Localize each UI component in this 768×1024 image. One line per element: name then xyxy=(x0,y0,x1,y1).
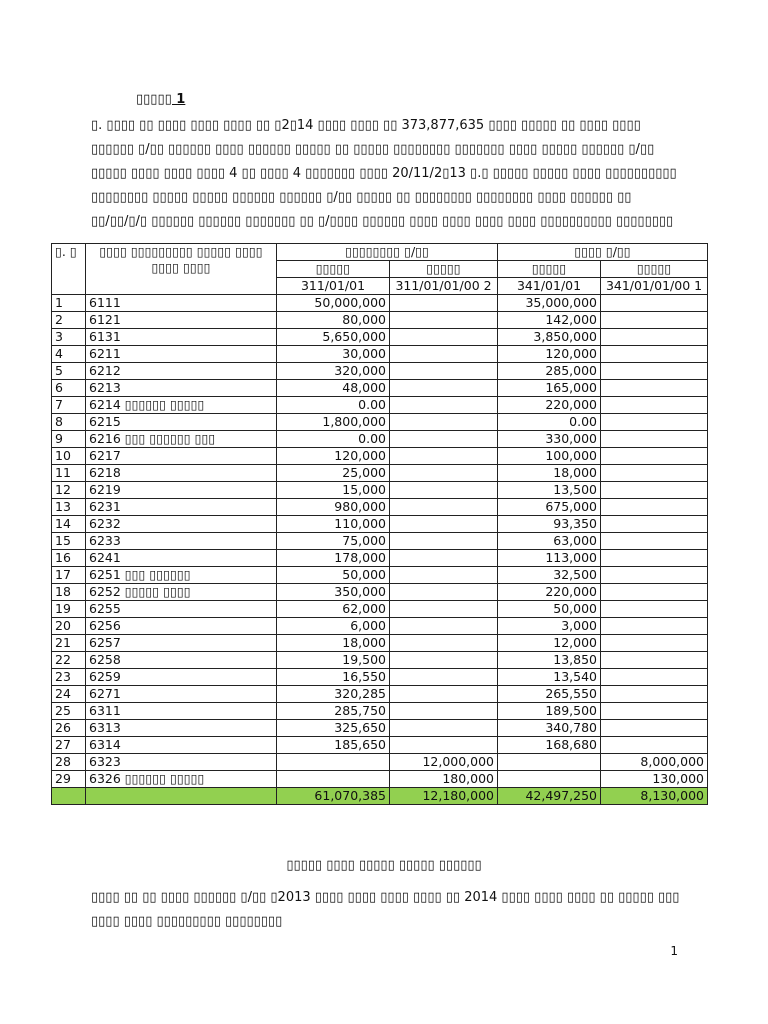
account-cell: 6252 ▯▯▯▯▯ ▯▯▯▯ xyxy=(86,584,277,601)
amount-cell: 285,000 xyxy=(498,363,601,380)
amount-cell: 340,780 xyxy=(498,720,601,737)
amount-cell xyxy=(601,312,708,329)
amount-cell: 185,650 xyxy=(277,737,390,754)
amount-cell xyxy=(601,380,708,397)
amount-cell: 285,750 xyxy=(277,703,390,720)
table-row xyxy=(52,635,708,652)
account-cell: 6255 xyxy=(86,601,277,618)
serial-cell: 24 xyxy=(52,686,86,703)
account-cell: 6232 xyxy=(86,516,277,533)
amount-cell xyxy=(601,652,708,669)
amount-cell xyxy=(390,380,498,397)
serial-cell: 19 xyxy=(52,601,86,618)
serial-cell: 17 xyxy=(52,567,86,584)
serial-cell: 7 xyxy=(52,397,86,414)
amount-cell: 50,000 xyxy=(498,601,601,618)
amount-cell xyxy=(601,533,708,550)
amount-cell xyxy=(601,567,708,584)
serial-cell: 20 xyxy=(52,618,86,635)
header-serial: ▯. ▯ xyxy=(52,244,86,295)
table-row xyxy=(52,737,708,754)
amount-cell xyxy=(601,584,708,601)
table-row xyxy=(52,771,708,788)
amount-cell: 32,500 xyxy=(498,567,601,584)
table-row xyxy=(52,465,708,482)
table-row xyxy=(52,346,708,363)
section-subtitle: ▯▯▯▯▯ ▯▯▯▯ ▯▯▯▯▯ ▯▯▯▯▯ ▯▯▯▯▯▯ xyxy=(286,858,482,873)
code-cell: 341/01/01/00 1 xyxy=(601,278,708,295)
amount-cell: 30,000 xyxy=(277,346,390,363)
amount-cell xyxy=(601,516,708,533)
amount-cell: 220,000 xyxy=(498,397,601,414)
amount-cell: 320,285 xyxy=(277,686,390,703)
table-row xyxy=(52,414,708,431)
serial-cell: 18 xyxy=(52,584,86,601)
amount-cell xyxy=(390,448,498,465)
amount-cell: 5,650,000 xyxy=(277,329,390,346)
account-cell: 6326 ▯▯▯▯▯▯ ▯▯▯▯▯ xyxy=(86,771,277,788)
serial-cell: 9 xyxy=(52,431,86,448)
amount-cell: 0.00 xyxy=(498,414,601,431)
amount-cell: 48,000 xyxy=(277,380,390,397)
amount-cell xyxy=(498,771,601,788)
paragraph-line: ▯▯▯▯ ▯▯ ▯▯ ▯▯▯▯ ▯▯▯▯▯▯ ▯/▯▯ ▯2013 ▯▯▯▯ ▯▯▯▯ ▯▯▯▯ ▯▯▯▯ ▯▯ 2014 ▯▯▯▯ ▯▯▯▯ ▯▯▯▯ ▯▯ ▯▯▯▯▯ ▯▯▯ xyxy=(91,890,680,905)
code-cell: 341/01/01 xyxy=(498,278,601,295)
serial-cell: 26 xyxy=(52,720,86,737)
account-cell: 6271 xyxy=(86,686,277,703)
subheader-cell: ▯▯▯▯▯ xyxy=(601,261,708,278)
amount-cell xyxy=(390,584,498,601)
amount-cell: 19,500 xyxy=(277,652,390,669)
ledger-table xyxy=(51,243,708,805)
serial-cell: 25 xyxy=(52,703,86,720)
amount-cell xyxy=(390,635,498,652)
amount-cell: 180,000 xyxy=(390,771,498,788)
amount-cell xyxy=(601,465,708,482)
account-cell: 6241 xyxy=(86,550,277,567)
serial-cell: 21 xyxy=(52,635,86,652)
serial-cell: 27 xyxy=(52,737,86,754)
amount-cell xyxy=(601,703,708,720)
subheader-cell: ▯▯▯▯▯ xyxy=(498,261,601,278)
amount-cell: 80,000 xyxy=(277,312,390,329)
account-cell: 6231 xyxy=(86,499,277,516)
serial-cell: 14 xyxy=(52,516,86,533)
code-cell: 311/01/01/00 2 xyxy=(390,278,498,295)
amount-cell xyxy=(277,771,390,788)
account-cell: 6121 xyxy=(86,312,277,329)
table-row xyxy=(52,533,708,550)
total-cell xyxy=(52,788,86,805)
table-row xyxy=(52,482,708,499)
table-row xyxy=(52,363,708,380)
amount-cell: 63,000 xyxy=(498,533,601,550)
amount-cell xyxy=(390,737,498,754)
amount-cell: 18,000 xyxy=(277,635,390,652)
serial-cell: 5 xyxy=(52,363,86,380)
account-cell: 6218 xyxy=(86,465,277,482)
account-cell: 6313 xyxy=(86,720,277,737)
amount-cell: 980,000 xyxy=(277,499,390,516)
amount-cell: 100,000 xyxy=(498,448,601,465)
table-row xyxy=(52,380,708,397)
amount-cell: 75,000 xyxy=(277,533,390,550)
amount-cell xyxy=(390,601,498,618)
account-cell: 6211 xyxy=(86,346,277,363)
amount-cell xyxy=(601,397,708,414)
amount-cell xyxy=(601,414,708,431)
amount-cell: 113,000 xyxy=(498,550,601,567)
amount-cell xyxy=(601,346,708,363)
amount-cell: 13,540 xyxy=(498,669,601,686)
amount-cell xyxy=(277,754,390,771)
amount-cell: 350,000 xyxy=(277,584,390,601)
serial-cell: 1 xyxy=(52,295,86,312)
amount-cell xyxy=(390,703,498,720)
amount-cell: 189,500 xyxy=(498,703,601,720)
account-cell: 6258 xyxy=(86,652,277,669)
table-row xyxy=(52,720,708,737)
serial-cell: 12 xyxy=(52,482,86,499)
amount-cell xyxy=(390,567,498,584)
amount-cell xyxy=(601,499,708,516)
table-row xyxy=(52,329,708,346)
amount-cell xyxy=(601,669,708,686)
amount-cell xyxy=(601,329,708,346)
account-cell: 6217 xyxy=(86,448,277,465)
amount-cell xyxy=(601,448,708,465)
page-heading: ▯▯▯▯▯ 1 xyxy=(136,92,186,107)
amount-cell xyxy=(601,635,708,652)
amount-cell: 0.00 xyxy=(277,431,390,448)
serial-cell: 23 xyxy=(52,669,86,686)
amount-cell: 178,000 xyxy=(277,550,390,567)
table-row xyxy=(52,618,708,635)
amount-cell: 142,000 xyxy=(498,312,601,329)
code-cell: 311/01/01 xyxy=(277,278,390,295)
page-number: 1 xyxy=(670,944,678,958)
subheader-cell: ▯▯▯▯▯ xyxy=(277,261,390,278)
serial-cell: 3 xyxy=(52,329,86,346)
table-row xyxy=(52,567,708,584)
amount-cell: 15,000 xyxy=(277,482,390,499)
amount-cell: 50,000 xyxy=(277,567,390,584)
amount-cell xyxy=(601,618,708,635)
amount-cell: 320,000 xyxy=(277,363,390,380)
account-cell: 6212 xyxy=(86,363,277,380)
amount-cell: 325,650 xyxy=(277,720,390,737)
amount-cell: 220,000 xyxy=(498,584,601,601)
table-row xyxy=(52,703,708,720)
table-row xyxy=(52,448,708,465)
amount-cell xyxy=(498,754,601,771)
serial-cell: 15 xyxy=(52,533,86,550)
amount-cell: 35,000,000 xyxy=(498,295,601,312)
amount-cell: 120,000 xyxy=(498,346,601,363)
amount-cell xyxy=(390,363,498,380)
amount-cell xyxy=(390,295,498,312)
amount-cell: 13,500 xyxy=(498,482,601,499)
serial-cell: 8 xyxy=(52,414,86,431)
serial-cell: 13 xyxy=(52,499,86,516)
amount-cell: 130,000 xyxy=(601,771,708,788)
table-row xyxy=(52,499,708,516)
paragraph-line: ▯▯/▯▯/▯/▯ ▯▯▯▯▯▯ ▯▯▯▯▯▯ ▯▯▯▯▯▯▯ ▯▯ ▯/▯▯▯▯ ▯▯▯▯▯▯ ▯▯▯▯ ▯▯▯▯ ▯▯▯▯ ▯▯▯▯ ▯▯▯▯▯▯▯▯▯▯ ▯▯▯▯▯▯▯▯ xyxy=(91,214,674,229)
account-cell: 6213 xyxy=(86,380,277,397)
amount-cell: 50,000,000 xyxy=(277,295,390,312)
table-header-row xyxy=(52,244,708,261)
amount-cell xyxy=(601,363,708,380)
amount-cell: 0.00 xyxy=(277,397,390,414)
amount-cell: 12,000 xyxy=(498,635,601,652)
amount-cell xyxy=(601,431,708,448)
subheader-cell: ▯▯▯▯▯ xyxy=(390,261,498,278)
amount-cell xyxy=(390,720,498,737)
amount-cell xyxy=(390,652,498,669)
amount-cell: 265,550 xyxy=(498,686,601,703)
amount-cell: 93,350 xyxy=(498,516,601,533)
amount-cell: 6,000 xyxy=(277,618,390,635)
table-row xyxy=(52,686,708,703)
header-description: ▯▯▯▯ ▯▯▯▯▯▯▯▯▯ ▯▯▯▯▯ ▯▯▯▯ ▯▯▯▯ ▯▯▯▯ xyxy=(86,244,277,295)
table-row xyxy=(52,516,708,533)
amount-cell xyxy=(390,618,498,635)
amount-cell: 330,000 xyxy=(498,431,601,448)
amount-cell xyxy=(601,295,708,312)
account-cell: 6311 xyxy=(86,703,277,720)
paragraph-line: ▯▯▯▯▯▯ ▯/▯▯ ▯▯▯▯▯▯ ▯▯▯▯ ▯▯▯▯▯▯ ▯▯▯▯▯ ▯▯ ▯▯▯▯▯ ▯▯▯▯▯▯▯▯ ▯▯▯▯▯▯▯ ▯▯▯▯ ▯▯▯▯▯ ▯▯▯▯▯▯ ▯/▯▯ xyxy=(91,142,655,157)
amount-cell xyxy=(601,720,708,737)
total-cell: 61,070,385 xyxy=(277,788,390,805)
amount-cell: 16,550 xyxy=(277,669,390,686)
serial-cell: 6 xyxy=(52,380,86,397)
amount-cell: 110,000 xyxy=(277,516,390,533)
table-row xyxy=(52,295,708,312)
table-row xyxy=(52,652,708,669)
amount-cell: 1,800,000 xyxy=(277,414,390,431)
amount-cell: 168,680 xyxy=(498,737,601,754)
table-total-row xyxy=(52,788,708,805)
total-cell: 42,497,250 xyxy=(498,788,601,805)
table-row xyxy=(52,584,708,601)
table-row xyxy=(52,397,708,414)
amount-cell xyxy=(390,533,498,550)
account-cell: 6214 ▯▯▯▯▯▯ ▯▯▯▯▯ xyxy=(86,397,277,414)
amount-cell xyxy=(390,482,498,499)
amount-cell: 25,000 xyxy=(277,465,390,482)
amount-cell: 675,000 xyxy=(498,499,601,516)
serial-cell: 2 xyxy=(52,312,86,329)
serial-cell: 11 xyxy=(52,465,86,482)
amount-cell: 12,000,000 xyxy=(390,754,498,771)
account-cell: 6256 xyxy=(86,618,277,635)
amount-cell: 120,000 xyxy=(277,448,390,465)
account-cell: 6215 xyxy=(86,414,277,431)
amount-cell xyxy=(390,346,498,363)
amount-cell xyxy=(601,482,708,499)
account-cell: 6233 xyxy=(86,533,277,550)
amount-cell xyxy=(390,397,498,414)
amount-cell xyxy=(601,686,708,703)
serial-cell: 16 xyxy=(52,550,86,567)
paragraph-line: ▯▯▯▯▯ ▯▯▯▯ ▯▯▯▯ ▯▯▯▯ 4 ▯▯ ▯▯▯▯ 4 ▯▯▯▯▯▯▯ ▯▯▯▯ 20/11/2▯13 ▯.▯ ▯▯▯▯▯ ▯▯▯▯▯ ▯▯▯▯ ▯▯▯▯▯▯▯▯▯▯ xyxy=(91,166,677,181)
amount-cell: 3,000 xyxy=(498,618,601,635)
amount-cell xyxy=(601,550,708,567)
serial-cell: 10 xyxy=(52,448,86,465)
amount-cell: 18,000 xyxy=(498,465,601,482)
amount-cell: 8,000,000 xyxy=(601,754,708,771)
account-cell: 6323 xyxy=(86,754,277,771)
account-cell: 6259 xyxy=(86,669,277,686)
serial-cell: 28 xyxy=(52,754,86,771)
amount-cell xyxy=(390,414,498,431)
account-cell: 6219 xyxy=(86,482,277,499)
total-cell xyxy=(86,788,277,805)
amount-cell xyxy=(390,550,498,567)
amount-cell xyxy=(601,601,708,618)
amount-cell xyxy=(390,465,498,482)
table-row xyxy=(52,601,708,618)
header-group-1: ▯▯▯▯▯▯▯▯ ▯/▯▯ xyxy=(277,244,498,261)
intro-paragraph xyxy=(91,114,681,234)
table-row xyxy=(52,312,708,329)
total-cell: 8,130,000 xyxy=(601,788,708,805)
paragraph-line: ▯▯▯▯▯▯▯▯ ▯▯▯▯▯ ▯▯▯▯▯ ▯▯▯▯▯▯ ▯▯▯▯▯▯ ▯/▯▯ ▯▯▯▯▯ ▯▯ ▯▯▯▯▯▯▯▯ ▯▯▯▯▯▯▯▯ ▯▯▯▯ ▯▯▯▯▯▯ ▯▯ xyxy=(91,190,632,205)
account-cell: 6216 ▯▯▯ ▯▯▯▯▯▯ ▯▯▯ xyxy=(86,431,277,448)
amount-cell xyxy=(390,516,498,533)
header-group-2: ▯▯▯▯ ▯/▯▯ xyxy=(498,244,708,261)
account-cell: 6251 ▯▯▯ ▯▯▯▯▯▯ xyxy=(86,567,277,584)
amount-cell: 3,850,000 xyxy=(498,329,601,346)
table-row xyxy=(52,669,708,686)
amount-cell xyxy=(390,686,498,703)
paragraph-line: ▯▯▯▯ ▯▯▯▯ ▯▯▯▯▯▯▯▯▯ ▯▯▯▯▯▯▯▯ xyxy=(91,914,283,929)
serial-cell: 4 xyxy=(52,346,86,363)
amount-cell xyxy=(390,431,498,448)
table-row xyxy=(52,431,708,448)
total-cell: 12,180,000 xyxy=(390,788,498,805)
account-cell: 6111 xyxy=(86,295,277,312)
serial-cell: 29 xyxy=(52,771,86,788)
amount-cell: 13,850 xyxy=(498,652,601,669)
table-row xyxy=(52,550,708,567)
amount-cell xyxy=(390,329,498,346)
account-cell: 6131 xyxy=(86,329,277,346)
closing-paragraph xyxy=(91,886,681,934)
table-row xyxy=(52,754,708,771)
account-cell: 6314 xyxy=(86,737,277,754)
amount-cell xyxy=(601,737,708,754)
amount-cell xyxy=(390,312,498,329)
paragraph-line: ▯. ▯▯▯▯ ▯▯ ▯▯▯▯ ▯▯▯▯ ▯▯▯▯ ▯▯ ▯2▯14 ▯▯▯▯ ▯▯▯▯ ▯▯ 373,877,635 ▯▯▯▯ ▯▯▯▯▯ ▯▯ ▯▯▯▯ ▯▯▯▯ xyxy=(91,118,641,133)
serial-cell: 22 xyxy=(52,652,86,669)
amount-cell xyxy=(390,669,498,686)
amount-cell: 62,000 xyxy=(277,601,390,618)
amount-cell: 165,000 xyxy=(498,380,601,397)
account-cell: 6257 xyxy=(86,635,277,652)
amount-cell xyxy=(390,499,498,516)
